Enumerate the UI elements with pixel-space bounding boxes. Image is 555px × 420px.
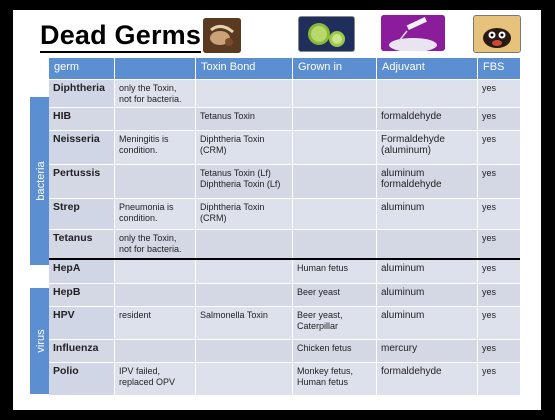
note-cell (115, 260, 196, 283)
toxin-bond-cell: Salmonella Toxin (196, 307, 293, 339)
fbs-cell: yes (478, 165, 520, 198)
germs-table (49, 58, 520, 396)
adjuvant-cell: aluminum (377, 199, 478, 229)
germ-cell: Tetanus (49, 230, 115, 258)
adjuvant-cell: aluminum (377, 284, 478, 306)
header-grown-in: Grown in (293, 58, 377, 79)
adjuvant-cell (377, 230, 478, 258)
bacteria-group-label (30, 97, 51, 265)
toxin-bond-cell: Tetanus Toxin (Lf) Diphtheria Toxin (Lf) (196, 165, 293, 198)
table-row (49, 131, 520, 165)
germ-cell: Polio (49, 363, 115, 395)
note-cell: Pneumonia is condition. (115, 199, 196, 229)
germ-cell: HepA (49, 260, 115, 283)
note-cell: resident (115, 307, 196, 339)
table-row (49, 199, 520, 230)
virus-label: virus (34, 329, 47, 353)
slide (13, 10, 541, 410)
fbs-cell: yes (478, 260, 520, 283)
adjuvant-cell: aluminum (377, 307, 478, 339)
table-row (49, 80, 520, 108)
grown-in-cell (293, 165, 377, 198)
adjuvant-cell: aluminum formaldehyde (377, 165, 478, 198)
adjuvant-cell: Formaldehyde (aluminum) (377, 131, 478, 164)
toxin-bond-cell (196, 80, 293, 107)
table-row (49, 230, 520, 260)
note-cell: IPV failed, replaced OPV (115, 363, 196, 395)
table-row (49, 165, 520, 199)
cell-culture-photo-icon (298, 16, 355, 52)
table-row (49, 260, 520, 284)
germ-cell: Influenza (49, 340, 115, 362)
toxin-bond-cell: Diphtheria Toxin (CRM) (196, 131, 293, 164)
fbs-cell: yes (478, 284, 520, 306)
header-germ: germ (49, 58, 115, 79)
grown-in-cell: Human fetus (293, 260, 377, 283)
adjuvant-cell: mercury (377, 340, 478, 362)
table-header-row (49, 58, 520, 80)
bacteria-label: bacteria (34, 161, 47, 201)
fbs-cell: yes (478, 363, 520, 395)
note-cell (115, 340, 196, 362)
fbs-cell: yes (478, 230, 520, 258)
note-cell: only the Toxin, not for bacteria. (115, 80, 196, 107)
fbs-cell: yes (478, 131, 520, 164)
germ-cell: Pertussis (49, 165, 115, 198)
grown-in-cell: Beer yeast, Caterpillar (293, 307, 377, 339)
toxin-bond-cell: Tetanus Toxin (196, 108, 293, 130)
table-row (49, 363, 520, 396)
grown-in-cell (293, 108, 377, 130)
table-row (49, 307, 520, 340)
grown-in-cell (293, 199, 377, 229)
note-cell (115, 165, 196, 198)
fbs-cell: yes (478, 199, 520, 229)
table-row (49, 108, 520, 131)
fbs-cell: yes (478, 80, 520, 107)
slide-title: Dead Germs (40, 20, 201, 53)
toxin-bond-cell (196, 340, 293, 362)
note-cell: Meningitis is condition. (115, 131, 196, 164)
grown-in-cell (293, 131, 377, 164)
fbs-cell: yes (478, 307, 520, 339)
germ-cell: Neisseria (49, 131, 115, 164)
animal-photo-icon (473, 15, 521, 53)
header-note (115, 58, 196, 79)
grown-in-cell (293, 230, 377, 258)
germ-cell: HIB (49, 108, 115, 130)
grown-in-cell: Beer yeast (293, 284, 377, 306)
note-cell (115, 108, 196, 130)
header-fbs: FBS (478, 58, 520, 79)
adjuvant-cell: formaldehyde (377, 108, 478, 130)
germ-cell: Diphtheria (49, 80, 115, 107)
germ-cell: HPV (49, 307, 115, 339)
grown-in-cell: Monkey fetus, Human fetus (293, 363, 377, 395)
germ-cell: Strep (49, 199, 115, 229)
note-cell (115, 284, 196, 306)
toxin-bond-cell: Diphtheria Toxin (CRM) (196, 199, 293, 229)
header-adjuvant: Adjuvant (377, 58, 478, 79)
grown-in-cell: Chicken fetus (293, 340, 377, 362)
note-cell: only the Toxin, not for bacteria. (115, 230, 196, 258)
adjuvant-cell: aluminum (377, 260, 478, 283)
adjuvant-cell: formaldehyde (377, 363, 478, 395)
adjuvant-cell (377, 80, 478, 107)
fbs-cell: yes (478, 340, 520, 362)
fbs-cell: yes (478, 108, 520, 130)
grown-in-cell (293, 80, 377, 107)
toxin-bond-cell (196, 363, 293, 395)
germ-photo-icon (203, 18, 241, 53)
virus-group-label (30, 288, 51, 394)
germ-cell: HepB (49, 284, 115, 306)
toxin-bond-cell (196, 284, 293, 306)
header-toxin-bond: Toxin Bond (196, 58, 293, 79)
table-row (49, 340, 520, 363)
toxin-bond-cell (196, 260, 293, 283)
toxin-bond-cell (196, 230, 293, 258)
syringe-photo-icon (381, 15, 445, 51)
table-row (49, 284, 520, 307)
